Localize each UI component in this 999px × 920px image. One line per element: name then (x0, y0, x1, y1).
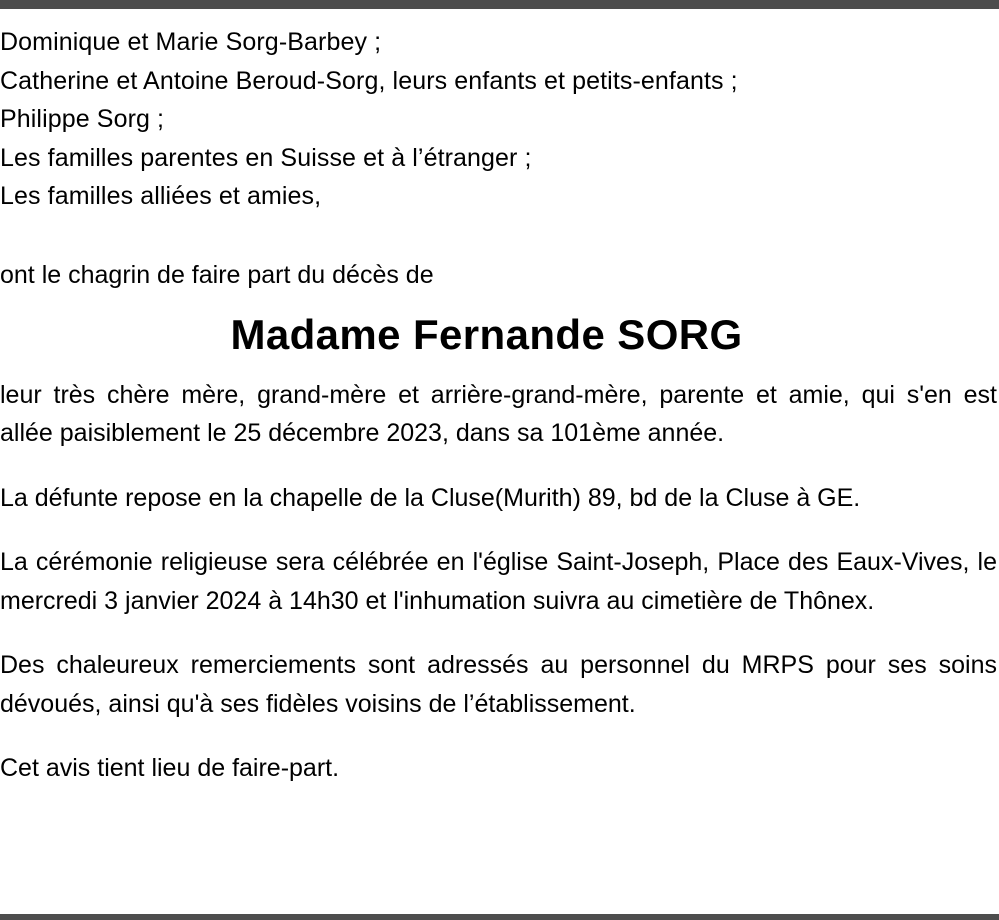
family-line: Dominique et Marie Sorg-Barbey ; (0, 28, 382, 56)
family-line: Les familles alliées et amies, (0, 182, 322, 210)
notice-paragraph: La défunte repose en la chapelle de la Cluse(Murith) 89, bd de la Cluse à GE. (0, 483, 861, 512)
top-divider (0, 0, 999, 9)
family-line: Philippe Sorg ; (0, 105, 165, 133)
notice-paragraph: La cérémonie religieuse sera célébrée en l'église Saint-Joseph, Place des Eaux-Vives, le mercredi 3 janvier 2024 à 14h30 et l'inhumation suivra au cimetière de Thônex. (0, 548, 997, 615)
family-line: Catherine et Antoine Beroud-Sorg, leurs enfants et petits-enfants ; (0, 66, 738, 95)
deceased-name: Madame Fernande SORG (230, 310, 743, 358)
bottom-divider (0, 914, 999, 920)
notice-paragraph: leur très chère mère, grand-mère et arrière-grand-mère, parente et amie, qui s'en est allée paisiblement le 25 décembre 2023, dans sa 101ème année. (0, 380, 997, 447)
announcement-intro: ont le chagrin de faire part du décès de (0, 260, 434, 289)
notice-paragraph: Des chaleureux remerciements sont adressés au personnel du MRPS pour ses soins dévoués, ainsi qu'à ses fidèles voisins de l’établissement. (0, 651, 997, 718)
family-list (0, 23, 999, 216)
family-line: Les familles parentes en Suisse et à l’étranger ; (0, 143, 532, 172)
notice-paragraph: Cet avis tient lieu de faire-part. (0, 754, 340, 782)
notice-body (0, 9, 999, 914)
